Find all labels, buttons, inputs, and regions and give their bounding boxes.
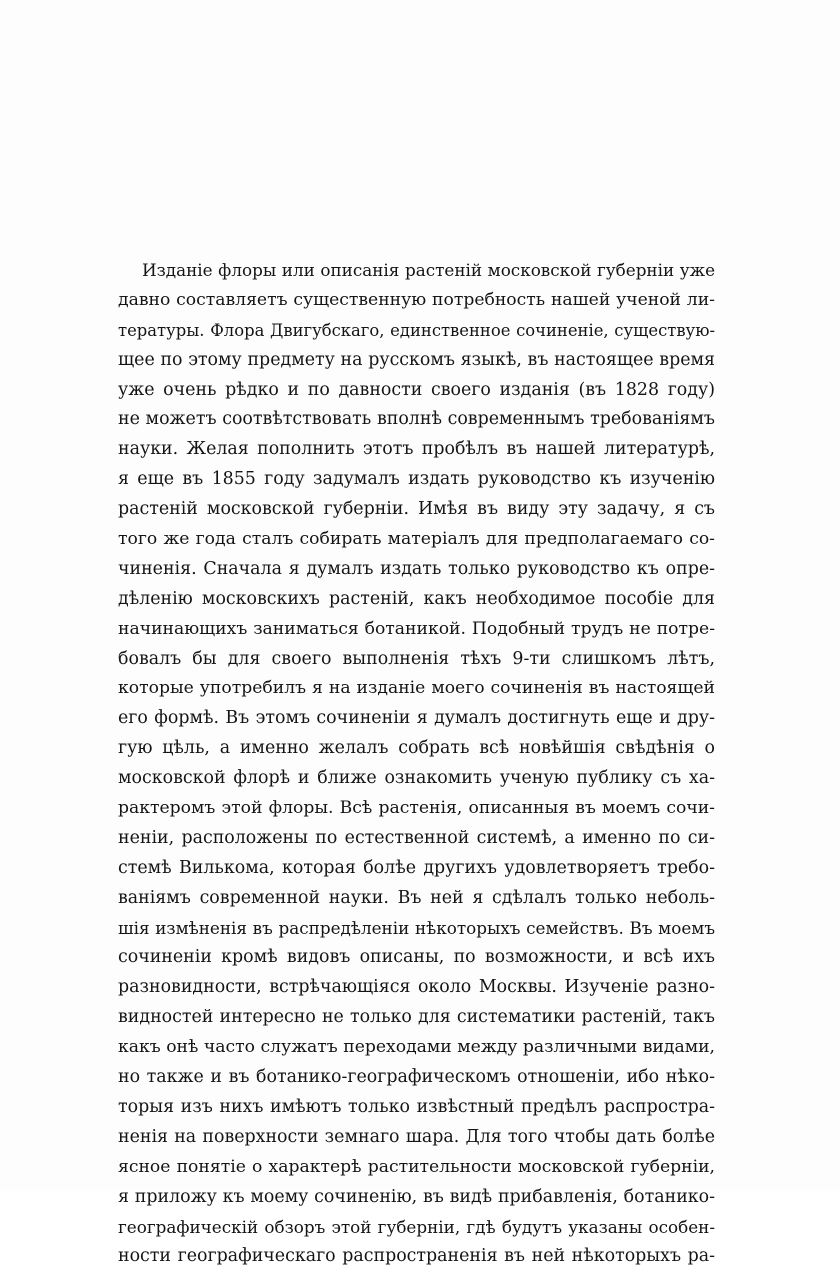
text-line-1: Изданіе флоры или описанія растеній московской губерніи уже [142, 260, 715, 280]
text-line-19: рактеромъ этой флоры. Всѣ растенія, описанныя въ моемъ сочи- [118, 798, 715, 819]
text-line-3: тературы. Флора Двигубскаго, единственное сочиненіе, существую- [118, 320, 715, 340]
text-line-17: гую цѣль, а именно желалъ собрать всѣ новѣйшія свѣдѣнія о [118, 738, 715, 759]
text-line-24: сочиненіи кромѣ видовъ описаны, по возможности, и всѣ ихъ [118, 947, 715, 968]
text-line-18: московской флорѣ и ближе ознакомить ученую публику съ ха- [118, 768, 715, 789]
text-line-32: я приложу къ моему сочиненію, въ видѣ прибавленія, ботанико- [118, 1186, 715, 1207]
text-line-8: я еще въ 1855 году задумалъ издать руководство къ изученію [118, 469, 715, 490]
body-paragraph [118, 256, 715, 1272]
text-line-22: ваніямъ современной науки. Въ ней я сдѣлалъ только неболь- [118, 887, 715, 908]
text-line-5: уже очень рѣдко и по давности своего изданія (въ 1828 году) [118, 379, 715, 400]
text-line-16: его формѣ. Въ этомъ сочиненіи я думалъ достигнуть еще и дру- [118, 708, 715, 729]
text-line-33: географическій обзоръ этой губерніи, гдѣ будутъ указаны особен- [118, 1216, 715, 1237]
text-line-34: ности географическаго распространенія въ ней нѣкоторыхъ ра- [118, 1246, 715, 1267]
text-line-11: чиненія. Сначала я думалъ издать только руководство къ опре- [118, 558, 715, 579]
text-line-9: растеній московской губерніи. Имѣя въ виду эту задачу, я съ [118, 499, 715, 520]
text-line-10: того же года сталъ собирать матеріалъ для предполагаемаго со- [118, 529, 715, 550]
text-line-6: не можетъ соотвѣтствовать вполнѣ современнымъ требованіямъ [118, 409, 715, 430]
text-line-20: неніи, расположены по естественной системѣ, а именно по си- [118, 827, 715, 848]
text-line-21: стемѣ Вилькома, которая болѣе другихъ удовлетворяетъ требо- [118, 857, 715, 878]
text-line-15: которые употребилъ я на изданіе моего сочиненія въ настоящей [118, 678, 715, 699]
text-line-14: бовалъ бы для своего выполненія тѣхъ 9-ти слишкомъ лѣтъ, [118, 648, 715, 669]
text-line-2: давно составляетъ существенную потребность нашей ученой ли- [118, 289, 715, 310]
text-line-23: шія измѣненія въ распредѣленіи нѣкоторыхъ семействъ. Въ моемъ [118, 917, 715, 938]
text-line-13: начинающихъ заниматься ботаникой. Подобный трудъ не потре- [118, 618, 715, 639]
text-line-29: торыя изъ нихъ имѣютъ только извѣстный предѣлъ распростра- [118, 1096, 715, 1117]
text-line-12: дѣленію московскихъ растеній, какъ необходимое пособіе для [118, 588, 715, 609]
text-line-31: ясное понятіе о характерѣ растительности московской губерніи, [118, 1156, 715, 1177]
text-line-25: разновидности, встрѣчающіяся около Москвы. Изученіе разно- [118, 977, 715, 998]
text-line-26: видностей интересно не только для систематики растеній, такъ [118, 1007, 715, 1028]
text-line-4: щее по этому предмету на русскомъ языкѣ, въ настоящее время [118, 349, 715, 370]
text-line-27: какъ онѣ часто служатъ переходами между различными видами, [118, 1037, 715, 1058]
text-line-30: ненія на поверхности земнаго шара. Для того чтобы дать болѣе [118, 1126, 715, 1147]
text-line-7: науки. Желая пополнить этотъ пробѣлъ въ нашей литературѣ, [118, 439, 715, 460]
text-line-28: но также и въ ботанико-географическомъ отношеніи, ибо нѣко- [118, 1067, 715, 1088]
